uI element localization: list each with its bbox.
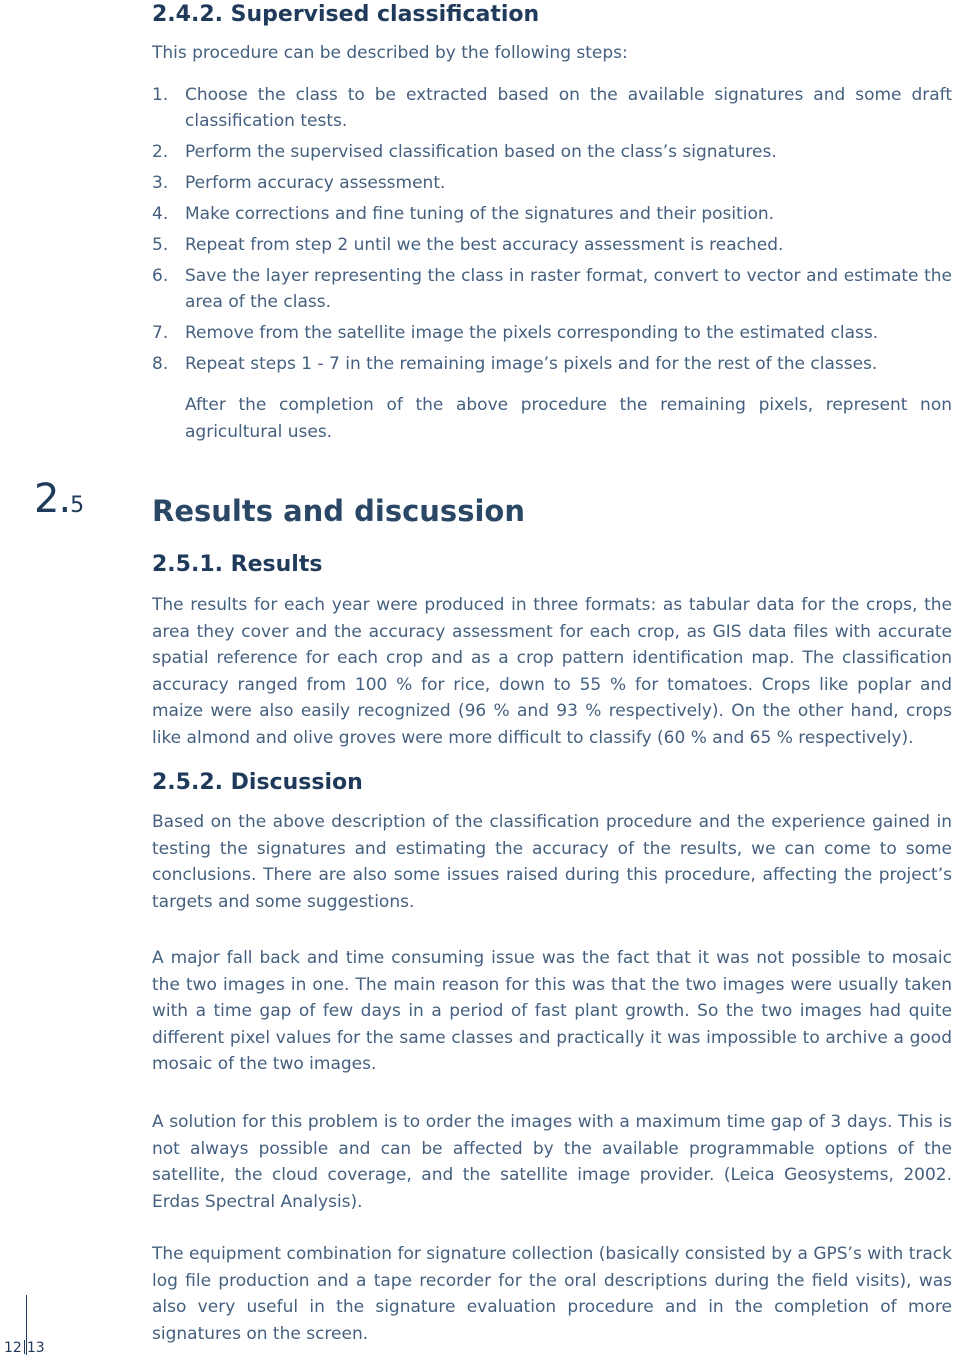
list-item [152, 170, 952, 196]
discussion-paragraph-4: The equipment combination for signature collection (basically consisted by a GPS’s with track log file production and a tape recorder for the oral descriptions during the field visits), was also very useful in the signature evaluation procedure and in the completion of more signatures on the screen. [152, 1244, 952, 1344]
step-number: 4. [152, 204, 169, 224]
step-number: 1. [152, 85, 169, 105]
section-number [34, 476, 83, 522]
step-number: 3. [152, 173, 169, 193]
page-number-divider [24, 1340, 25, 1354]
step-text: Choose the class to be extracted based on the available signatures and some draft classification tests. [185, 85, 952, 131]
step-text: Make corrections and fine tuning of the signatures and their position. [185, 204, 775, 224]
subsection-heading-2-5-1: 2.5.1. Results [152, 552, 323, 577]
list-item [152, 82, 952, 134]
discussion-paragraph-3: A solution for this problem is to order the images with a maximum time gap of 3 days. This is not always possible and can be affected by the available programmable options of the satellite, the cloud coverage, and the satellite image provider. (Leica Geosystems, 2002. Erdas Spectral Analysis). [152, 1112, 952, 1212]
step-text: Perform accuracy assessment. [185, 173, 446, 193]
step-number: 7. [152, 323, 169, 343]
section-number-minor: 5 [70, 493, 84, 518]
step-text: Save the layer representing the class in raster format, convert to vector and estimate the area of the class. [185, 266, 952, 312]
page-number-right: 13 [26, 1340, 45, 1356]
step-text: Repeat steps 1 - 7 in the remaining image’s pixels and for the rest of the classes. [185, 354, 878, 374]
step-number: 5. [152, 235, 169, 255]
list-item [152, 351, 952, 377]
list-item [152, 263, 952, 315]
after-steps-text: After the completion of the above procedure the remaining pixels, represent non agricultural uses. [185, 395, 952, 442]
subsection-heading-2-4-2: 2.4.2. Supervised classification [152, 2, 540, 27]
section-number-major: 2. [34, 476, 71, 522]
step-text: Perform the supervised classification based on the class’s signatures. [185, 142, 777, 162]
intro-text: This procedure can be described by the following steps: [152, 43, 628, 63]
step-number: 8. [152, 354, 169, 374]
procedure-steps-list [152, 82, 952, 382]
discussion-paragraph-2: A major fall back and time consuming issue was the fact that it was not possible to mosaic the two images in one. The main reason for this was that the two images were usually taken with a time gap of few days in a period of fast plant growth. So the two images had quite different pixel values for the same classes and practically it was impossible to archive a good mosaic of the two images. [152, 948, 952, 1074]
list-item [152, 232, 952, 258]
list-item [152, 201, 952, 227]
step-text: Remove from the satellite image the pixels corresponding to the estimated class. [185, 323, 879, 343]
page-number-left: 12 [4, 1340, 22, 1356]
subsection-heading-2-5-2: 2.5.2. Discussion [152, 770, 363, 795]
results-paragraph: The results for each year were produced in three formats: as tabular data for the crops, the area they cover and the accuracy assessment for each crop, as GIS data files with accurate spatial reference for each crop and as a crop pattern identification map. The classification accuracy ranged from 100 % for rice, down to 55 % for tomatoes. Crops like poplar and maize were also easily recognized (96 % and 93 % respectively). On the other hand, crops like almond and olive groves were more difficult to classify (60 % and 65 % respectively). [152, 595, 952, 748]
discussion-paragraph-1: Based on the above description of the classification procedure and the experience gained in testing the signatures and estimating the accuracy of the results, we can come to some conclusions. There are also some issues raised during this procedure, affecting the project’s targets and some suggestions. [152, 812, 952, 912]
step-text: Repeat from step 2 until we the best accuracy assessment is reached. [185, 235, 784, 255]
list-item [152, 320, 952, 346]
step-number: 2. [152, 142, 169, 162]
list-item [152, 139, 952, 165]
section-title: Results and discussion [152, 494, 525, 528]
step-number: 6. [152, 266, 169, 286]
page-numbers [4, 1340, 45, 1356]
